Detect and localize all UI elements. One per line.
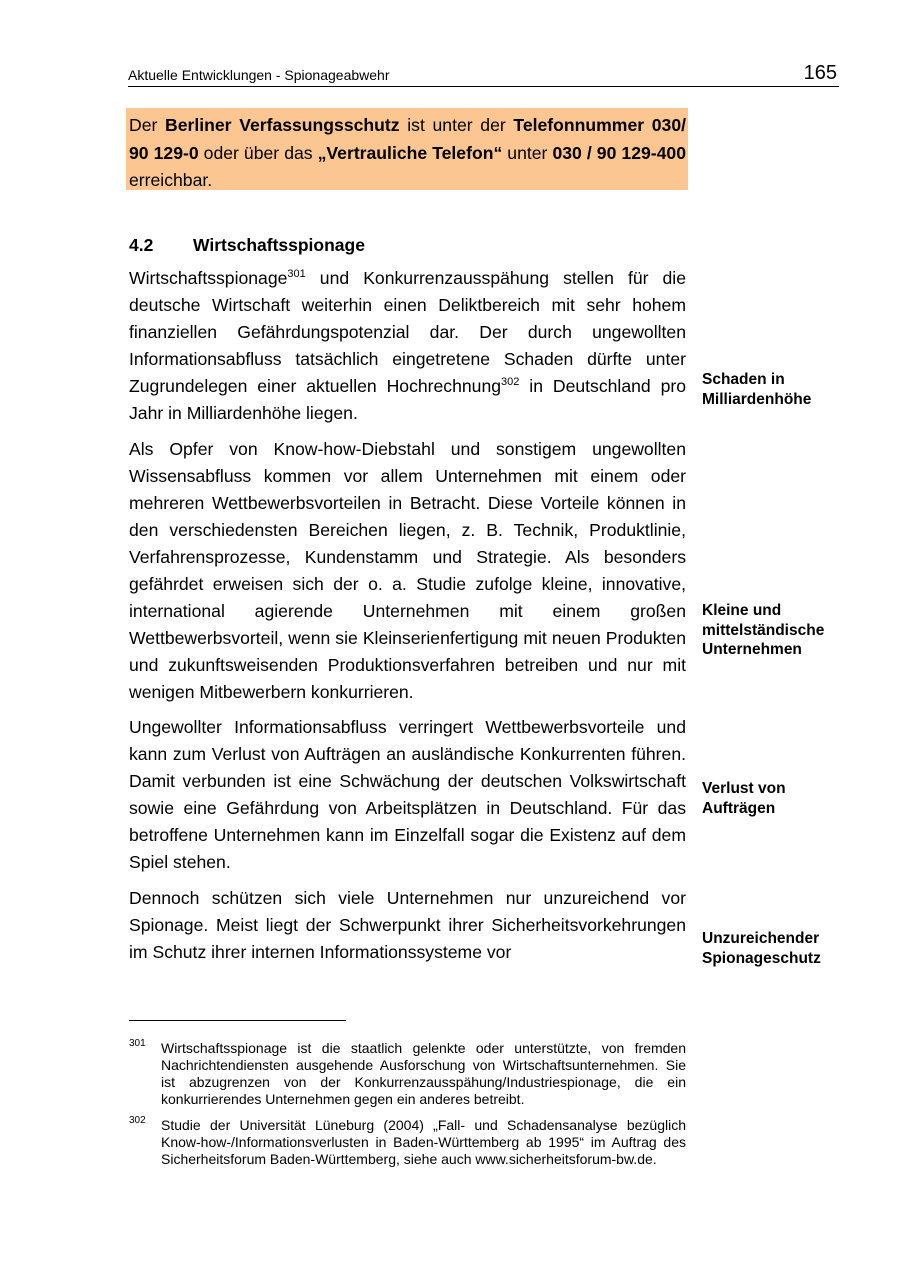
main-body-text [129, 265, 686, 974]
margin-note-companies: Kleine und mittelständische Unternehmen [702, 602, 825, 658]
footnote-text: Wirtschaftsspionage ist die staatlich gelenkte oder unterstützte, von fremden Nachrichtendiensten ausgehende Ausforschung von Wirtschaftsunternehmen. Sie ist abzugrenzen von der Konkurrenzausspähung/Industriespionage, die ein konkurrierendes Unternehmen gegen ein anderes betreibt. [161, 1040, 686, 1107]
footnote-text: Studie der Universität Lüneburg (2004) „Fall- und Schadensanalyse bezüglich Know-how-/Informationsverlusten in Baden-Württemberg ab 1995“ im Auftrag des Sicherheitsforum Baden-Württemberg, siehe auch www.sicherheitsforum-bw.de. [161, 1117, 686, 1167]
footnote-number: 302 [129, 1115, 146, 1126]
paragraph-3: Ungewollter Informationsabfluss verringert Wettbewerbsvorteile und kann zum Verlust von Aufträgen an ausländische Konkurrenten führen. Damit verbunden ist eine Schwächung der deutschen Volkswirtschaft sowie eine Gefährdung von Arbeitsplätzen in Deutschland. Für das betroffene Unternehmen kann im Einzelfall sogar die Existenz auf dem Spiel stehen. [129, 717, 686, 872]
paragraph-4: Dennoch schützen sich viele Unternehmen nur unzureichend vor Spionage. Meist liegt der Schwerpunkt ihrer Sicherheitsvorkehrungen im Schutz ihrer internen Informationssysteme vor [129, 887, 686, 962]
footnote-separator [129, 1020, 346, 1021]
footnote-ref-302[interactable]: 302 [501, 376, 520, 388]
footnote-ref-301[interactable]: 301 [287, 268, 306, 280]
margin-note-orders: Verlust von Aufträgen [702, 780, 786, 817]
margin-note-damage: Schaden in Milliardenhöhe [702, 371, 812, 408]
margin-note-protection: Unzureichender Spionageschutz [702, 930, 821, 967]
header-title: Aktuelle Entwicklungen - Spionageabwehr [128, 67, 390, 83]
contact-notice-text: Der Berliner Verfassungsschutz ist unter der Telefonnummer 030/ 90 129-0 oder über das „Vertrauliche Telefon“ unter 030 / 90 129-400 erreichbar. [129, 115, 686, 190]
running-header [128, 62, 839, 87]
confidential-phone-label: „Vertrauliche Telefon“ [317, 142, 503, 163]
section-title: Wirtschaftsspionage [193, 235, 365, 255]
page-number: 165 [803, 62, 837, 84]
section-number: 4.2 [129, 235, 154, 255]
footnote-302 [129, 1117, 686, 1168]
main-phone-number: Telefonnummer 030/ 90 129-0 [129, 115, 686, 163]
footnote-301 [129, 1040, 686, 1108]
section-heading [129, 235, 365, 256]
agency-name: Berliner Verfassungsschutz [165, 115, 400, 135]
paragraph-1: Wirtschaftsspionage$^{301}$ und Konkurrenzausspähung stellen für die deutsche Wirtschaft weiterhin einen Deliktbereich mit sehr hohem finanziellen Gefährdungspotenzial dar. Der durch ungewollten Informationsabfluss tatsächlich eingetretene Schaden dürfte unter Zugrundelegen einer aktuellen Hochrechnung$^{302}$ in Deutschland pro Jahr in Milliardenhöhe liegen. [129, 268, 686, 423]
confidential-phone-number: 030 / 90 129-400 [552, 142, 686, 163]
footnote-number: 301 [129, 1038, 146, 1049]
paragraph-2: Als Opfer von Know-how-Diebstahl und sonstigem ungewollten Wissensabfluss kommen vor allem Unternehmen mit einem oder mehreren Wettbewerbsvorteilen in Betracht. Diese Vorteile können in den verschiedensten Bereichen liegen, z. B. Technik, Produktlinie, Verfahrensprozesse, Kundenstamm und Strategie. Als besonders gefährdet erweisen sich der o. a. Studie zufolge kleine, innovative, international agierende Unternehmen mit einem großen Wettbewerbsvorteil, wenn sie Kleinserienfertigung mit neuen Produkten und zukunftsweisenden Produktionsverfahren betreiben und nur mit wenigen Mitbewerbern konkurrieren. [129, 438, 686, 702]
contact-notice-box [126, 108, 688, 190]
